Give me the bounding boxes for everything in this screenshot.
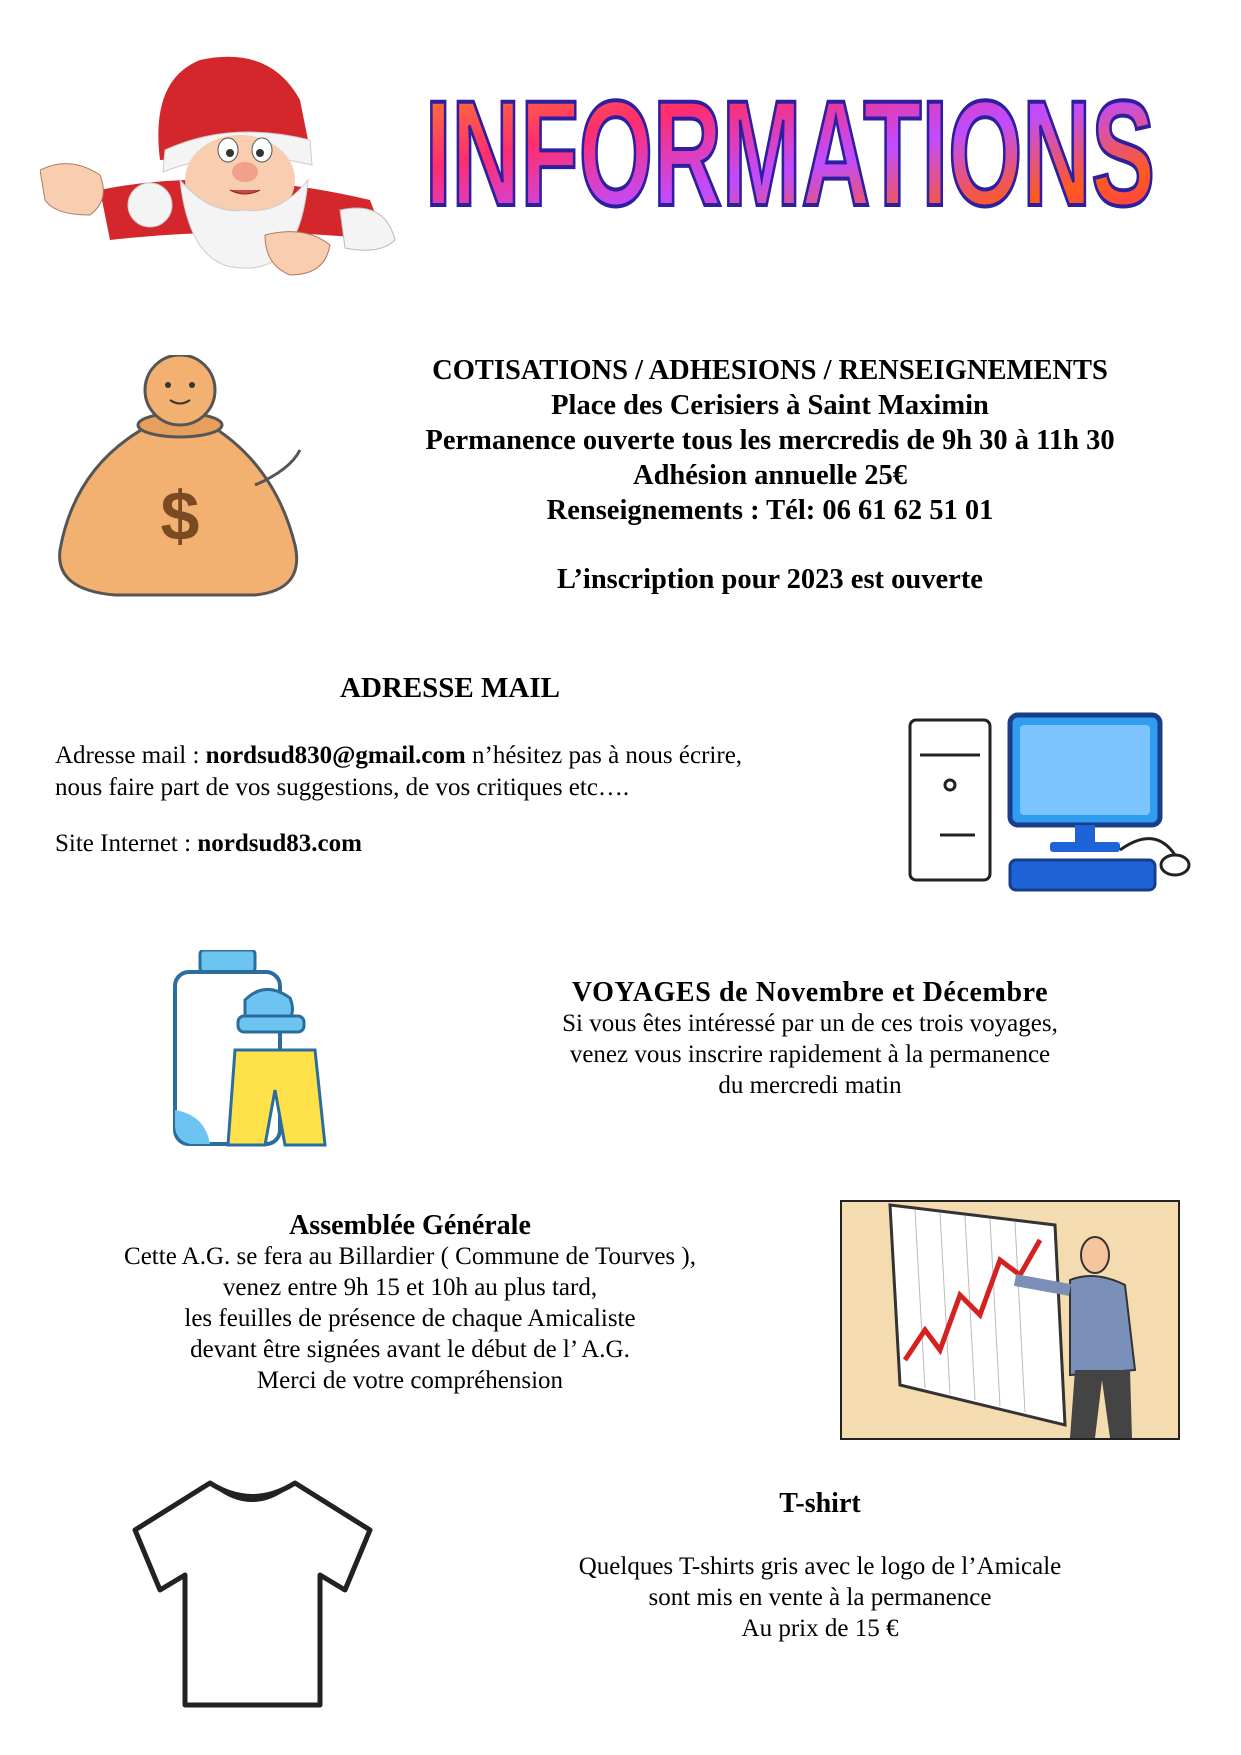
ag-section xyxy=(60,1210,760,1396)
cotisations-phone: Renseignements : Tél: 06 61 62 51 01 xyxy=(546,495,994,526)
money-bag-illustration xyxy=(55,355,315,600)
email-link[interactable]: nordsud830@gmail.com xyxy=(205,742,466,769)
cotisations-place: Place des Cerisiers à Saint Maximin xyxy=(551,390,989,421)
tshirt-line-2: sont mis en vente à la permanence xyxy=(648,1584,992,1611)
site-label: Site Internet : xyxy=(55,830,198,857)
presentation-illustration xyxy=(840,1200,1180,1440)
ag-line-4: devant être signées avant le début de l’ A.G. xyxy=(190,1336,630,1363)
title-text: INFORMATIONS xyxy=(425,69,1155,225)
cotisations-section xyxy=(330,353,1210,597)
ag-line-5: Merci de votre compréhension xyxy=(256,1367,564,1394)
voyages-line-2: venez vous inscrire rapidement à la permanence xyxy=(569,1041,1051,1068)
page-title xyxy=(420,60,1160,225)
voyages-heading: VOYAGES de Novembre et Décembre xyxy=(571,977,1049,1008)
cotisations-inscription: L’inscription pour 2023 est ouverte xyxy=(557,564,983,595)
ag-heading: Assemblée Générale xyxy=(289,1210,531,1241)
cotisations-heading: COTISATIONS / ADHESIONS / RENSEIGNEMENTS xyxy=(432,355,1108,386)
site-line xyxy=(55,830,362,858)
santa-illustration xyxy=(40,40,410,280)
computer-illustration xyxy=(905,710,1195,895)
cotisations-adhesion: Adhésion annuelle 25€ xyxy=(633,460,907,491)
cotisations-permanence: Permanence ouverte tous les mercredis de 9h 30 à 11h 30 xyxy=(425,425,1115,456)
mail-heading: ADRESSE MAIL xyxy=(340,672,560,704)
tshirt-heading: T-shirt xyxy=(779,1488,861,1519)
mail-label: Adresse mail : xyxy=(55,742,206,769)
ag-line-3: les feuilles de présence de chaque Amicaliste xyxy=(184,1305,636,1332)
ag-line-2: venez entre 9h 15 et 10h au plus tard, xyxy=(222,1274,598,1301)
svg-text:$: $ xyxy=(160,477,200,555)
tshirt-line-3: Au prix de 15 € xyxy=(741,1615,899,1642)
luggage-illustration xyxy=(170,950,330,1150)
mail-line-1 xyxy=(55,740,895,772)
voyages-line-1: Si vous êtes intéressé par un de ces trois voyages, xyxy=(562,1010,1058,1037)
tshirt-line-1: Quelques T-shirts gris avec le logo de l’Amicale xyxy=(578,1553,1062,1580)
mail-line-2: nous faire part de vos suggestions, de vos critiques etc…. xyxy=(55,774,630,801)
voyages-section xyxy=(500,977,1120,1101)
mail-line-1-rest: n’hésitez pas à nous écrire, xyxy=(465,742,743,769)
ag-line-1: Cette A.G. se fera au Billardier ( Commune de Tourves ), xyxy=(124,1243,696,1270)
tshirt-section xyxy=(510,1488,1130,1644)
site-link[interactable]: nordsud83.com xyxy=(197,830,362,857)
mail-body xyxy=(55,740,895,804)
tshirt-illustration xyxy=(125,1475,380,1715)
voyages-line-3: du mercredi matin xyxy=(718,1072,902,1099)
